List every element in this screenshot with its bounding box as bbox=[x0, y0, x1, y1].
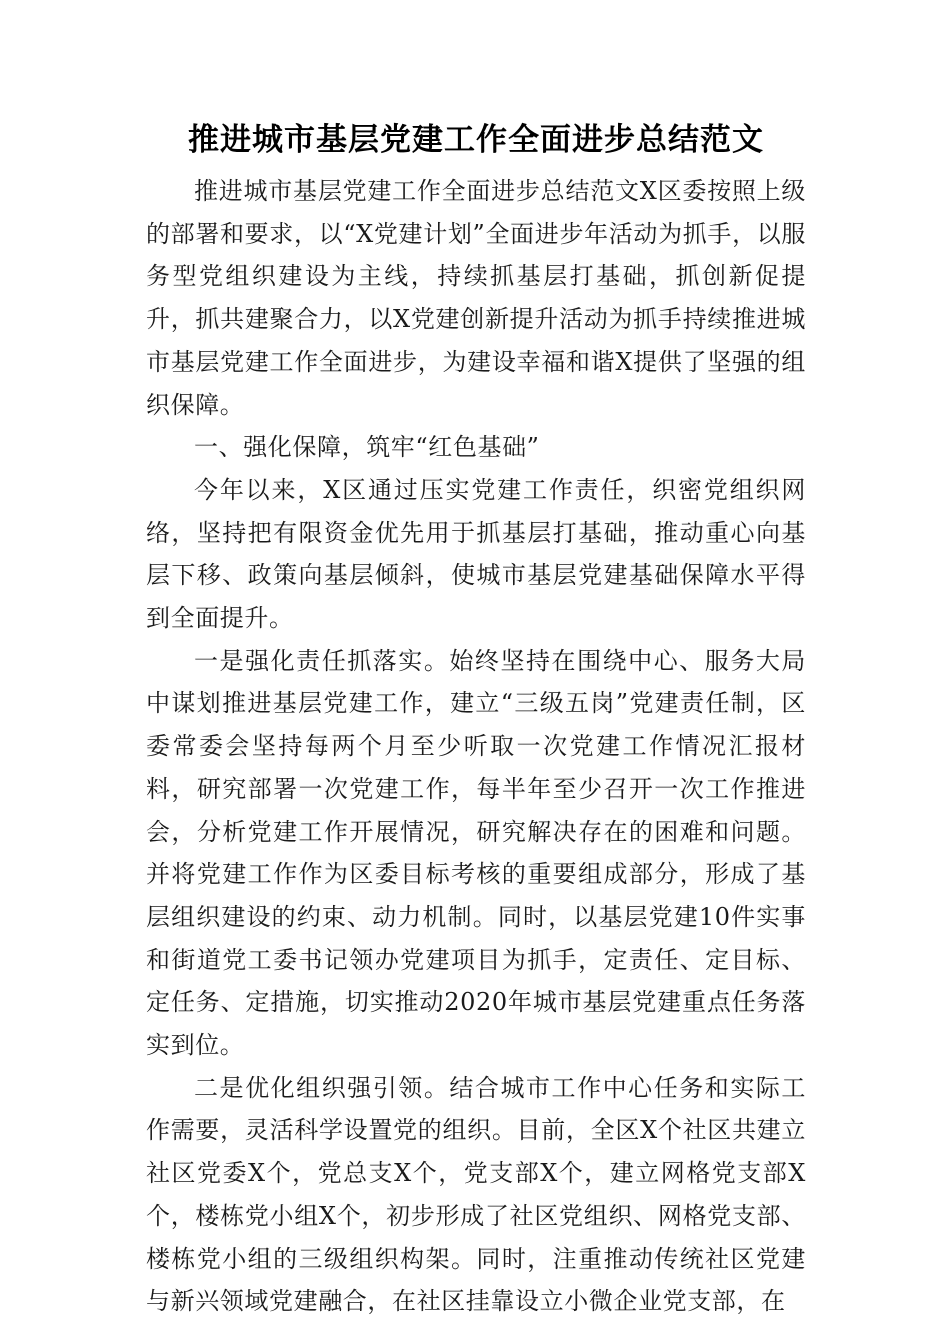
paragraph-intro: 推进城市基层党建工作全面进步总结范文X区委按照上级的部署和要求，以“X党建计划”全面进步年活动为抓手，以服务型党组织建设为主线，持续抓基层打基础，抓创新促提升，抓共建聚合力，以X党建创新提升活动为抓手持续推进城市基层党建工作全面进步，为建设幸福和谐X提供了坚强的组织保障。 bbox=[146, 177, 806, 419]
document-title: 推进城市基层党建工作全面进步总结范文 bbox=[188, 122, 764, 158]
paragraph-organization: 二是优化组织强引领。结合城市工作中心任务和实际工作需要，灵活科学设置党的组织。目前，全区X个社区共建立社区党委X个，党总支X个，党支部X个，建立网格党支部X个，楼栋党小组X个，初步形成了社区党组织、网格党支部、楼栋党小组的三级组织构架。同时，注重推动传统社区党建与新兴领域党建融合，在社区挂靠设立小微企业党支部，在 bbox=[146, 1073, 806, 1316]
paragraph-responsibility: 一是强化责任抓落实。始终坚持在围绕中心、服务大局中谋划推进基层党建工作，建立“三级五岗”党建责任制，区委常委会坚持每两个月至少听取一次党建工作情况汇报材料，研究部署一次党建工作，每半年至少召开一次工作推进会，分析党建工作开展情况，研究解决存在的困难和问题。并将党建工作作为区委目标考核的重要组成部分，形成了基层组织建设的约束、动力机制。同时，以基层党建10件实事和街道党工委书记领办党建项目为抓手，定责任、定目标、定任务、定措施，切实推动2020年城市基层党建重点任务落实到位。 bbox=[146, 646, 806, 1060]
document-body bbox=[146, 170, 806, 1323]
section-heading-1: 一、强化保障，筑牢“红色基础” bbox=[194, 433, 540, 462]
paragraph-section-1-summary: 今年以来，X区通过压实党建工作责任，织密党组织网络，坚持把有限资金优先用于抓基层打基础，推动重心向基层下移、政策向基层倾斜，使城市基层党建基础保障水平得到全面提升。 bbox=[146, 475, 806, 633]
